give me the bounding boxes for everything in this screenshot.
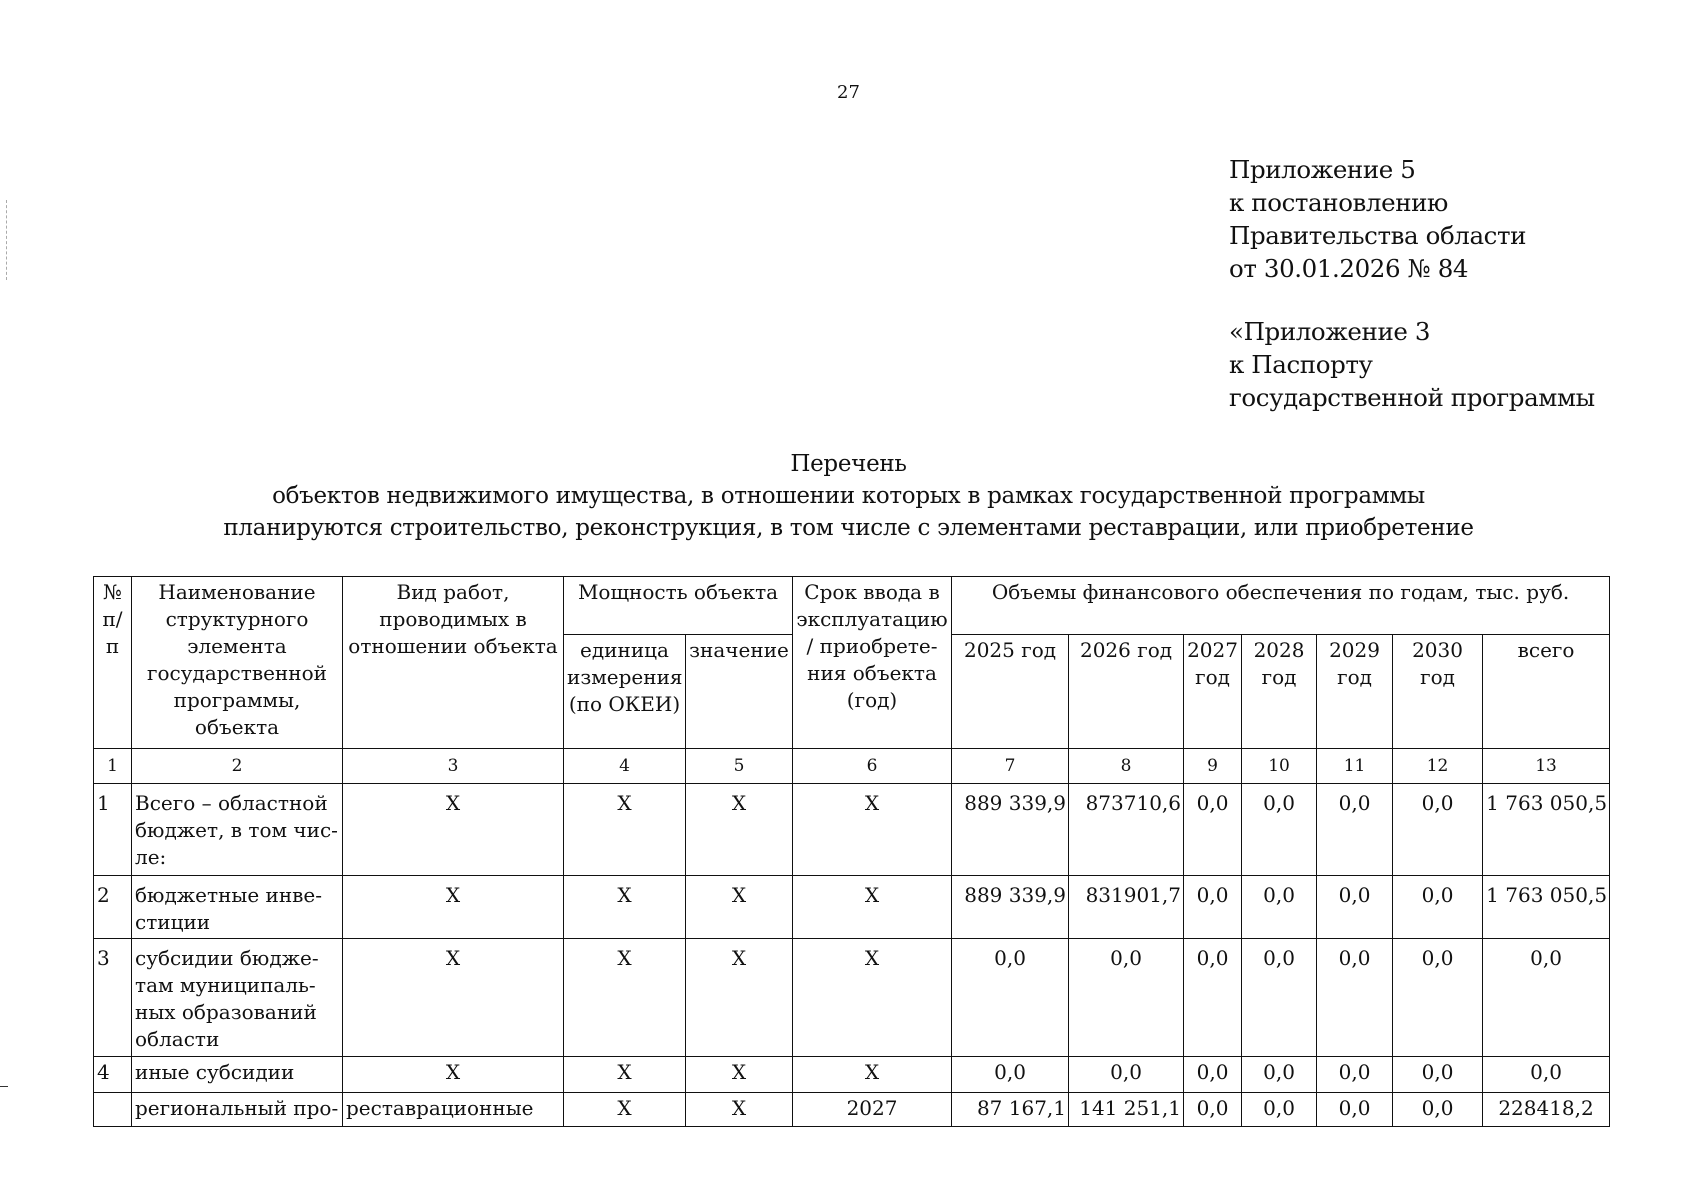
header-total: всего xyxy=(1483,635,1610,749)
row-value: X xyxy=(686,1093,793,1127)
row-total: 228418,2 xyxy=(1483,1093,1610,1127)
row-value: X xyxy=(686,784,793,876)
row-work: X xyxy=(343,784,564,876)
column-number: 2 xyxy=(132,749,343,784)
row-total: 1 763 050,5 xyxy=(1483,784,1610,876)
row-2027: 0,0 xyxy=(1184,1057,1242,1093)
header-finance: Объемы финансового обеспечения по годам, тыс. руб. xyxy=(952,577,1610,635)
row-num: 2 xyxy=(94,876,132,939)
row-unit: X xyxy=(564,939,686,1057)
row-name: бюджетные инве-стиции xyxy=(132,876,343,939)
row-2026: 141 251,1 xyxy=(1069,1093,1184,1127)
row-2027: 0,0 xyxy=(1184,784,1242,876)
row-name: Всего – областной бюджет, в том чис-ле: xyxy=(132,784,343,876)
appendix-3-line: государственной программы xyxy=(1229,383,1595,412)
row-2025: 889 339,9 xyxy=(952,784,1069,876)
header-num: № п/п xyxy=(94,577,132,749)
row-work: реставрационные xyxy=(343,1093,564,1127)
header-2030: 2030 год xyxy=(1393,635,1483,749)
header-2025: 2025 год xyxy=(952,635,1069,749)
column-number: 13 xyxy=(1483,749,1610,784)
appendix-3-line: «Приложение 3 xyxy=(1229,317,1431,346)
row-2029: 0,0 xyxy=(1317,939,1393,1057)
row-2029: 0,0 xyxy=(1317,784,1393,876)
header-name: Наименование структурного элемента государственной программы, объекта xyxy=(132,577,343,749)
column-number-row xyxy=(94,749,1610,784)
row-2027: 0,0 xyxy=(1184,1093,1242,1127)
row-2030: 0,0 xyxy=(1393,1093,1483,1127)
row-deadline: X xyxy=(793,784,952,876)
row-name: иные субсидии xyxy=(132,1057,343,1093)
table-row xyxy=(94,1057,1610,1093)
table-row xyxy=(94,784,1610,876)
table-row xyxy=(94,876,1610,939)
column-number: 8 xyxy=(1069,749,1184,784)
row-2030: 0,0 xyxy=(1393,1057,1483,1093)
row-2026: 0,0 xyxy=(1069,1057,1184,1093)
header-2029: 2029 год xyxy=(1317,635,1393,749)
header-2028: 2028 год xyxy=(1242,635,1317,749)
row-unit: X xyxy=(564,1057,686,1093)
row-unit: X xyxy=(564,876,686,939)
row-value: X xyxy=(686,1057,793,1093)
column-number: 4 xyxy=(564,749,686,784)
row-2025: 0,0 xyxy=(952,939,1069,1057)
column-number: 12 xyxy=(1393,749,1483,784)
title-line: объектов недвижимого имущества, в отношении которых в рамках государственной программы xyxy=(272,483,1425,509)
appendix-3-header xyxy=(1229,315,1595,414)
row-2027: 0,0 xyxy=(1184,876,1242,939)
appendix-5-line: от 30.01.2026 № 84 xyxy=(1229,254,1469,283)
column-number: 6 xyxy=(793,749,952,784)
column-number: 1 xyxy=(94,749,132,784)
row-unit: X xyxy=(564,784,686,876)
page-number: 27 xyxy=(837,82,860,103)
row-unit: X xyxy=(564,1093,686,1127)
appendix-5-header xyxy=(1229,153,1526,285)
row-2025: 87 167,1 xyxy=(952,1093,1069,1127)
row-work: X xyxy=(343,1057,564,1093)
row-2029: 0,0 xyxy=(1317,1093,1393,1127)
row-2029: 0,0 xyxy=(1317,876,1393,939)
column-number: 7 xyxy=(952,749,1069,784)
row-num xyxy=(94,1093,132,1127)
column-number: 9 xyxy=(1184,749,1242,784)
row-work: X xyxy=(343,939,564,1057)
column-number: 5 xyxy=(686,749,793,784)
header-2027: 2027 год xyxy=(1184,635,1242,749)
row-2028: 0,0 xyxy=(1242,939,1317,1057)
header-deadline: Срок ввода в эксплуатацию / приобрете-ния объекта (год) xyxy=(793,577,952,749)
title-line: Перечень xyxy=(790,451,907,477)
row-2030: 0,0 xyxy=(1393,876,1483,939)
row-name: субсидии бюдже-там муниципаль-ных образований области xyxy=(132,939,343,1057)
row-value: X xyxy=(686,939,793,1057)
header-unit: единица измерения (по ОКЕИ) xyxy=(564,635,686,749)
appendix-5-line: Приложение 5 xyxy=(1229,155,1416,184)
row-deadline: 2027 xyxy=(793,1093,952,1127)
row-num: 1 xyxy=(94,784,132,876)
row-num: 3 xyxy=(94,939,132,1057)
column-number: 3 xyxy=(343,749,564,784)
table-row xyxy=(94,1093,1610,1127)
header-work-type: Вид работ, проводимых в отношении объекта xyxy=(343,577,564,749)
row-2026: 831901,7 xyxy=(1069,876,1184,939)
row-total: 0,0 xyxy=(1483,1057,1610,1093)
row-deadline: X xyxy=(793,876,952,939)
row-2028: 0,0 xyxy=(1242,1057,1317,1093)
row-deadline: X xyxy=(793,939,952,1057)
row-deadline: X xyxy=(793,1057,952,1093)
row-2026: 873710,6 xyxy=(1069,784,1184,876)
row-value: X xyxy=(686,876,793,939)
header-2026: 2026 год xyxy=(1069,635,1184,749)
appendix-3-line: к Паспорту xyxy=(1229,350,1373,379)
column-number: 11 xyxy=(1317,749,1393,784)
row-total: 0,0 xyxy=(1483,939,1610,1057)
appendix-5-line: Правительства области xyxy=(1229,221,1527,250)
row-num: 4 xyxy=(94,1057,132,1093)
objects-table xyxy=(93,576,1610,1127)
row-2029: 0,0 xyxy=(1317,1057,1393,1093)
row-2030: 0,0 xyxy=(1393,784,1483,876)
row-name: региональный про- xyxy=(132,1093,343,1127)
title-line: планируются строительство, реконструкция, в том числе с элементами реставрации, или приобретение xyxy=(223,515,1474,541)
row-total: 1 763 050,5 xyxy=(1483,876,1610,939)
objects-table-container xyxy=(93,576,1609,1127)
header-capacity: Мощность объекта xyxy=(564,577,793,635)
row-work: X xyxy=(343,876,564,939)
row-2027: 0,0 xyxy=(1184,939,1242,1057)
row-2025: 889 339,9 xyxy=(952,876,1069,939)
row-2028: 0,0 xyxy=(1242,1093,1317,1127)
row-2028: 0,0 xyxy=(1242,876,1317,939)
margin-edge-mark xyxy=(0,1086,8,1087)
column-number: 10 xyxy=(1242,749,1317,784)
table-row xyxy=(94,939,1610,1057)
margin-dash-marks xyxy=(6,200,9,280)
header-value: значение xyxy=(686,635,793,749)
appendix-5-line: к постановлению xyxy=(1229,188,1448,217)
document-title xyxy=(0,448,1697,544)
row-2030: 0,0 xyxy=(1393,939,1483,1057)
row-2028: 0,0 xyxy=(1242,784,1317,876)
row-2025: 0,0 xyxy=(952,1057,1069,1093)
row-2026: 0,0 xyxy=(1069,939,1184,1057)
